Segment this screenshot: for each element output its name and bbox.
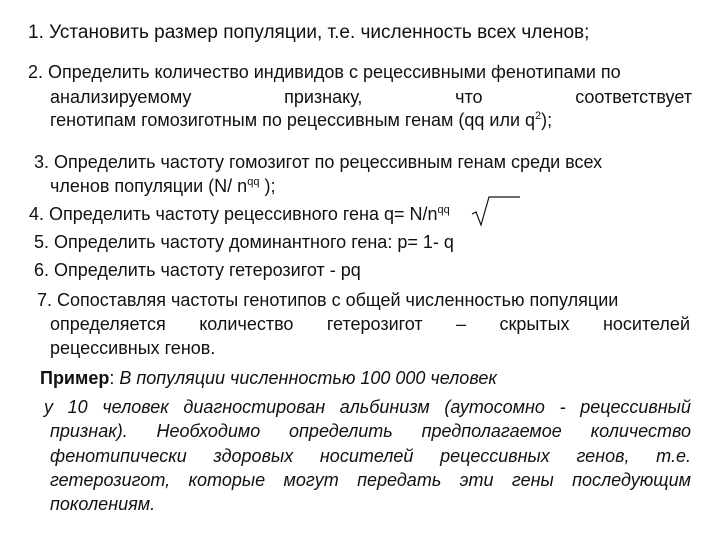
step-2-text-end: ); (541, 110, 553, 130)
word: – (456, 314, 467, 334)
step-3-text: 3. Определить частоту гомозигот по рецессивным генам среди всех (34, 152, 603, 172)
example-text-end: поколениям. (50, 494, 156, 514)
word: определить (289, 421, 393, 441)
word: диагностирован (183, 397, 326, 417)
word: у (44, 397, 53, 417)
step-5-text: 5. Определить частоту доминантного гена: p= 1- q (34, 232, 454, 252)
word: предполагаемое (421, 421, 562, 441)
word: альбинизм (339, 397, 430, 417)
word: определяется (50, 314, 166, 334)
step-7-text-end: рецессивных генов. (50, 338, 216, 358)
word: - (559, 397, 566, 417)
step-3-line-2 (50, 176, 275, 197)
word: что (455, 87, 483, 107)
step-3-text-cont: членов популяции (N/ n (50, 176, 248, 196)
example-line-1 (40, 368, 497, 389)
word: гетерозигот, (50, 470, 171, 490)
word: анализируемому (50, 87, 192, 107)
word: рецессивный (580, 397, 691, 417)
step-2-text: 2. Определить количество индивидов с рецессивными фенотипами по (28, 62, 621, 82)
step-7-line-2 (50, 314, 690, 335)
superscript-qq: qq (437, 204, 450, 216)
example-line-6 (50, 494, 155, 515)
word: передать (357, 470, 442, 490)
word: эти (459, 470, 494, 490)
step-5 (34, 232, 454, 253)
word: количество (590, 421, 691, 441)
word: Необходимо (156, 421, 261, 441)
step-2-text-cont: генотипам гомозиготным по рецессивным генам (qq или q (50, 110, 536, 130)
word: скрытых (499, 314, 570, 334)
step-1-text: 1. Установить размер популяции, т.е. численность всех членов; (28, 22, 590, 43)
step-2-line-1 (28, 62, 621, 83)
word: носителей (602, 314, 690, 334)
word: гетерозигот (326, 314, 423, 334)
step-6-text: 6. Определить частоту гетерозигот - pq (34, 260, 361, 280)
word: которые (188, 470, 266, 490)
example-label: Пример (40, 368, 110, 388)
example-text: В популяции численностью 100 000 человек (119, 368, 497, 388)
example-colon: : (109, 368, 120, 388)
word: признак). (50, 421, 128, 441)
step-7-line-3 (50, 338, 215, 359)
word: 10 (67, 397, 88, 417)
word: гены (511, 470, 554, 490)
word: т.е. (656, 446, 691, 466)
word: признаку, (284, 87, 363, 107)
word: (аутосомно (444, 397, 545, 417)
superscript-2: 2 (535, 110, 542, 122)
example-line-5 (50, 470, 691, 491)
superscript-qq: qq (247, 176, 260, 188)
step-3-line-1 (34, 152, 602, 173)
example-line-2 (44, 397, 691, 418)
example-line-3 (50, 421, 691, 442)
word: человек (102, 397, 169, 417)
word: могут (283, 470, 339, 490)
step-2-line-2 (50, 87, 692, 108)
word: рецессивных (440, 446, 550, 466)
step-6 (34, 260, 361, 281)
step-4 (29, 204, 450, 225)
word: носителей (319, 446, 414, 466)
step-3-text-end: ); (259, 176, 276, 196)
step-7-line-1 (37, 290, 618, 311)
word: последующим (572, 470, 691, 490)
example-line-4 (50, 446, 691, 467)
word: фенотипически (50, 446, 187, 466)
step-1 (28, 22, 589, 44)
step-7-text: 7. Сопоставляя частоты генотипов с общей численностью популяции (37, 290, 619, 310)
word: количество (199, 314, 294, 334)
step-4-text: 4. Определить частоту рецессивного гена q= N/n (29, 204, 438, 224)
word: соответствует (575, 87, 692, 107)
word: здоровых (213, 446, 294, 466)
word: генов, (576, 446, 630, 466)
step-2-line-3 (50, 110, 552, 131)
